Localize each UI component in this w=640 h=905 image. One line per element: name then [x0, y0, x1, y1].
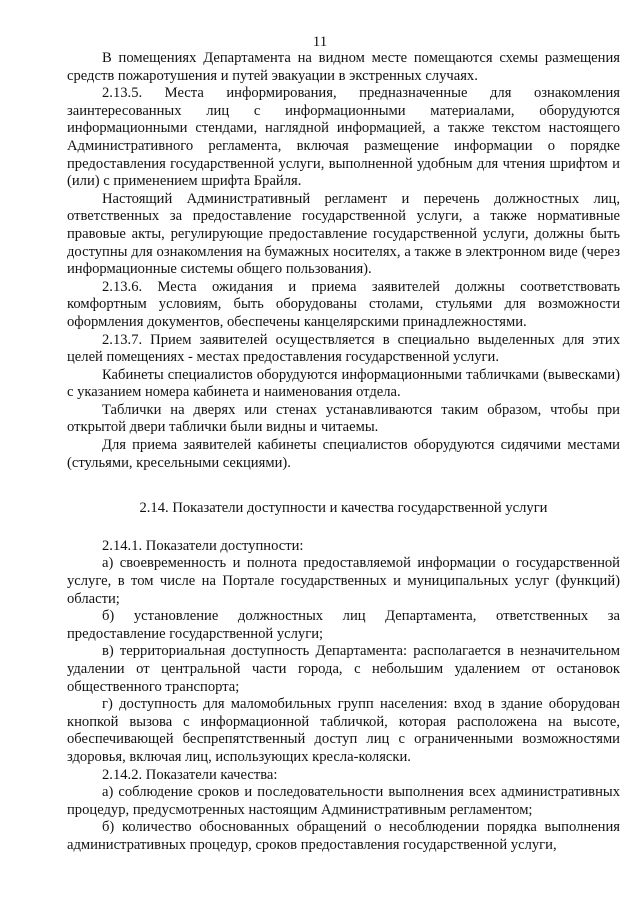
paragraph-seating: Для приема заявителей кабинеты специалистов оборудуются сидячими местами (стульями, кресельными секциями). [67, 437, 620, 471]
paragraph-door-signs: Таблички на дверях или стенах устанавливаются таким образом, чтобы при открытой двери таблички были видны и читаемы. [67, 401, 620, 436]
paragraph-2-13-7: 2.13.7. Прием заявителей осуществляется в специально выделенных для этих целей помещениях - местах предоставления государственной услуги. [67, 331, 620, 366]
section-heading-2-14: 2.14. Показатели доступности и качества государственной услуги [139, 500, 548, 517]
paragraph-2-13-5: 2.13.5. Места информирования, предназначенные для ознакомления заинтересованных лиц с информационными материалами, оборудуются информационными стендами, наглядной информацией, а также текстом настоящего Административного регламента, включая размещение информации о порядке предоставления государственной услуги, выполненной удобным для чтения шрифтом и (или) с применением шрифта Брайля. [67, 85, 620, 190]
page-number: 11 [312, 34, 328, 50]
list-item-quality-b: б) количество обоснованных обращений о несоблюдении порядка выполнения административных процедур, сроков предоставления государственной услуги, [67, 819, 620, 853]
paragraph-office-signs: Кабинеты специалистов оборудуются информационными табличками (вывесками) с указанием номера кабинета и наименования отдела. [67, 366, 620, 401]
list-item-availability-b: б) установление должностных лиц Департамента, ответственных за предоставление государственной услуги; [67, 608, 620, 642]
list-item-quality-a: а) соблюдение сроков и последовательности выполнения всех административных процедур, предусмотренных настоящим Административным регламентом; [67, 784, 620, 818]
paragraph-2-14-2: 2.14.2. Показатели качества: [102, 766, 278, 783]
paragraph-regulation-availability: Настоящий Административный регламент и перечень должностных лиц, ответственных за предоставление государственной услуги, а также нормативные правовые акты, регулирующие предоставление государственной услуги, должны быть доступны для ознакомления на бумажных носителях, а также в электронном виде (через информационные системы общего пользования). [67, 190, 620, 278]
list-item-availability-g: г) доступность для маломобильных групп населения: вход в здание оборудован кнопкой вызова с информационной табличкой, которая расположена на высоте, обеспечивающей беспрепятственный доступ лиц с ограниченными возможностями здоровья, включая лиц, использующих кресла-коляски. [67, 696, 620, 765]
paragraph-evacuation-schemes: В помещениях Департамента на видном месте помещаются схемы размещения средств пожаротушения и путей эвакуации в экстренных случаях. [67, 50, 620, 84]
list-item-availability-v: в) территориальная доступность Департамента: располагается в незначительном удалении от центральной части города, с небольшим удалением от остановок общественного транспорта; [67, 643, 620, 695]
paragraph-2-13-6: 2.13.6. Места ожидания и приема заявителей должны соответствовать комфортным условиям, быть оборудованы столами, стульями для возможности оформления документов, обеспечены канцелярскими принадлежностями. [67, 278, 620, 330]
list-item-availability-a: а) своевременность и полнота предоставляемой информации о государственной услуге, в том числе на Портале государственных и муниципальных услуг (функций) области; [67, 555, 620, 607]
document-body [67, 50, 620, 855]
paragraph-2-14-1: 2.14.1. Показатели доступности: [102, 537, 304, 554]
